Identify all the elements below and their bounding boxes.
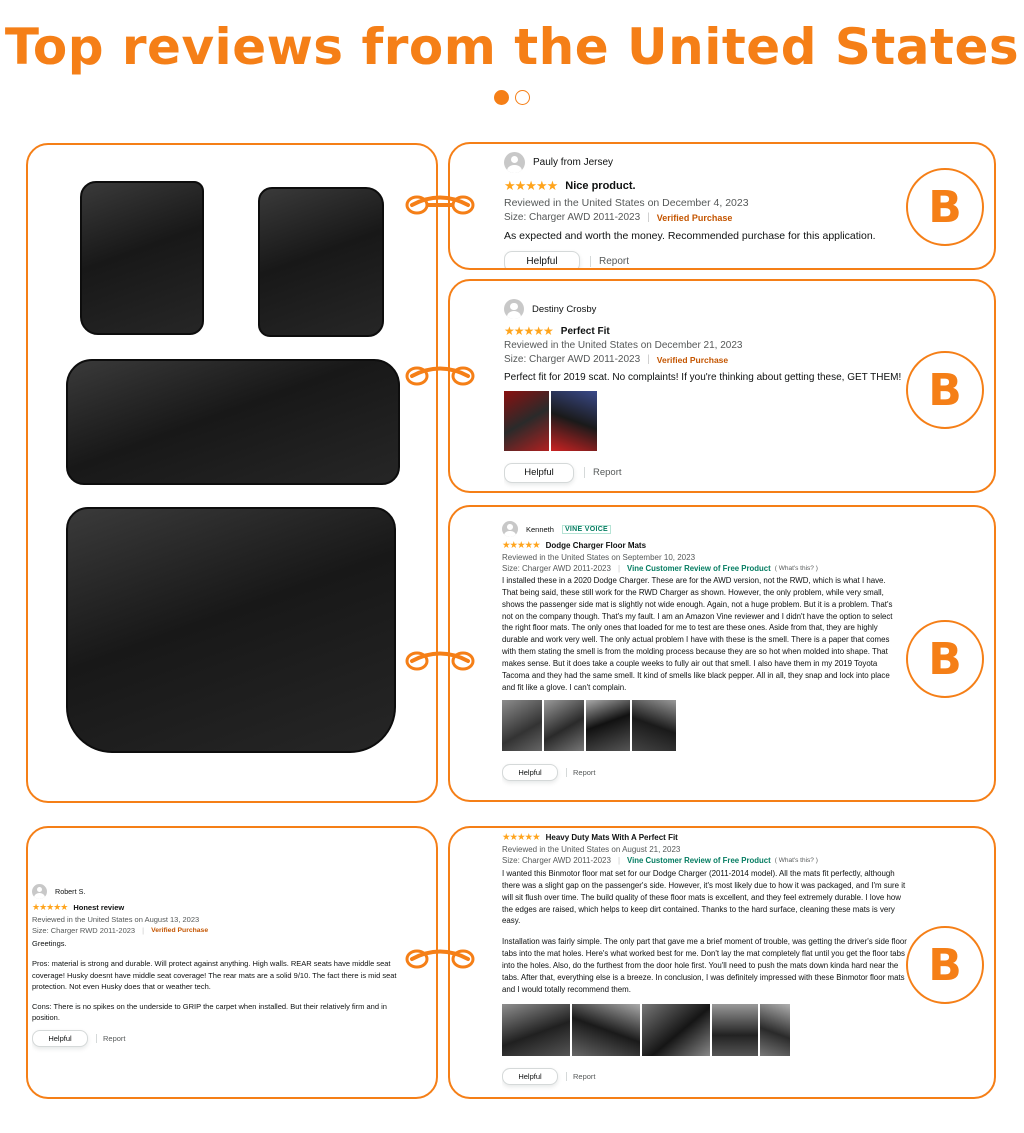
author-name: Pauly from Jersey bbox=[533, 157, 614, 168]
review-paragraph: As expected and worth the money. Recommended purchase for this application. bbox=[504, 230, 876, 242]
divider: | bbox=[617, 856, 621, 865]
review-title[interactable]: Honest review bbox=[73, 903, 125, 912]
whats-this-link[interactable]: ( What's this? ) bbox=[774, 565, 818, 572]
star-rating: ★★★★★ bbox=[504, 324, 553, 338]
link-connector-icon bbox=[404, 648, 476, 674]
verified-purchase-badge: Verified Purchase bbox=[656, 354, 729, 365]
carousel-dot-2[interactable] bbox=[515, 90, 530, 105]
helpful-button[interactable]: Helpful bbox=[504, 251, 580, 268]
review-paragraph: Pros: material is strong and durable. Will protect against anything. High walls. REAR seats have middle seat coverage! Husky doesnt have middle seat coverage! The rear mats are a solid 9/10. The fact there is mid seat protection. Not even Husky does that or weather tech. bbox=[32, 959, 397, 991]
review-photo[interactable] bbox=[504, 391, 549, 451]
review-size[interactable]: Size: Charger AWD 2011-2023 bbox=[504, 212, 641, 223]
review-paragraph: Cons: There is no spikes on the underside to GRIP the carpet when installed. But their relatively firm and in position. bbox=[32, 1002, 387, 1023]
avatar-icon bbox=[502, 521, 518, 537]
link-connector-icon bbox=[404, 946, 476, 972]
divider: | bbox=[647, 354, 650, 365]
whats-this-link[interactable]: ( What's this? ) bbox=[774, 857, 818, 864]
review-author bbox=[504, 152, 904, 173]
review-author bbox=[504, 299, 924, 319]
brand-b-logo: B bbox=[906, 351, 984, 429]
review-photo[interactable] bbox=[502, 1004, 570, 1056]
helpful-button[interactable]: Helpful bbox=[502, 764, 558, 781]
review-paragraph: I wanted this Binmotor floor mat set for our Dodge Charger (2011-2014 model). All the mats fit perfectly, although there was a slight gap on the passenger's side. However, it's most likely due to how it was packaged, and I'm sure it will sit flush over time. The build quality of these floor mats is excellent, and they feel extremely durable. I love how the edges are raised, which helps to keep dirt contained. Thanks to the hard surface, cleaning these mats is very easy. bbox=[502, 869, 906, 926]
brand-b-logo: B bbox=[906, 168, 984, 246]
review-size[interactable]: Size: Charger AWD 2011-2023 bbox=[502, 564, 611, 573]
review-size[interactable]: Size: Charger AWD 2011-2023 bbox=[502, 856, 611, 865]
review-photo[interactable] bbox=[642, 1004, 710, 1056]
review-body bbox=[504, 371, 924, 385]
helpful-button[interactable]: Helpful bbox=[504, 463, 574, 483]
author-name: Kenneth bbox=[526, 524, 554, 534]
review-photo[interactable] bbox=[586, 700, 630, 751]
brand-b-logo: B bbox=[906, 620, 984, 698]
review-date: Reviewed in the United States on September 10, 2023 bbox=[502, 553, 696, 562]
review-card-1 bbox=[448, 142, 996, 270]
star-rating: ★★★★★ bbox=[32, 902, 68, 912]
star-rating: ★★★★★ bbox=[502, 540, 540, 551]
page-title: Top reviews from the United States bbox=[4, 18, 1020, 76]
review-photo[interactable] bbox=[502, 700, 542, 751]
divider: | bbox=[617, 564, 621, 573]
review-paragraph: I installed these in a 2020 Dodge Charger. These are for the AWD version, not the RWD, which is what I have. That being said, these still work for the RWD Charger as shown. However, the only problem, while very small, shows the passenger side mat is slightly not wide enough. Again, not a huge problem. But it is a problem. That's not on the company though. That's my fault. I am an Amazon Vine reviewer and I didn't have the option to select the right floor mats. The only ones that loaded for me to test are these ones. Aside from that, they are highly durable and work very well. The only actual problem I have with these is the smell. There is a paper that comes with them stating the smell is from the molding process because they are so hot when molded into shape. That makes sense. But it does take a couple weeks to fully air out that smell. I also have them in my 2019 Toyota Tacoma and they had the same smell. It kind of smells like black pepper. All in all, they snap and lock into place and fit like a glove. I can't complain. bbox=[502, 576, 893, 692]
avatar-icon bbox=[32, 884, 47, 899]
vine-voice-badge: VINE VOICE bbox=[562, 525, 611, 534]
cargo-trunk-liner bbox=[66, 507, 396, 753]
review-card-4 bbox=[26, 826, 438, 1099]
review-photo[interactable] bbox=[632, 700, 676, 751]
brand-b-logo: B bbox=[906, 926, 984, 1004]
link-connector-icon bbox=[404, 363, 476, 389]
review-title[interactable]: Dodge Charger Floor Mats bbox=[545, 541, 647, 550]
verified-purchase-badge: Verified Purchase bbox=[656, 212, 733, 223]
avatar-icon bbox=[504, 152, 525, 173]
review-body bbox=[32, 938, 412, 1024]
passenger-front-mat bbox=[258, 187, 384, 337]
driver-front-mat bbox=[80, 181, 204, 335]
review-paragraph: Greetings. bbox=[32, 939, 67, 948]
vine-review-badge: Vine Customer Review of Free Product bbox=[627, 856, 771, 865]
review-author bbox=[32, 884, 412, 899]
review-body bbox=[502, 575, 902, 694]
review-paragraph: Perfect fit for 2019 scat. No complaints! If you're thinking about getting these, GET THEM! bbox=[504, 372, 902, 383]
divider: | bbox=[647, 212, 650, 223]
review-photo[interactable] bbox=[760, 1004, 790, 1056]
carousel-dot-1[interactable] bbox=[494, 90, 509, 105]
review-date: Reviewed in the United States on August 13, 2023 bbox=[32, 915, 200, 924]
carousel-dots bbox=[0, 90, 1024, 105]
divider: | bbox=[142, 926, 145, 935]
review-title[interactable]: Perfect Fit bbox=[560, 325, 610, 337]
review-photo[interactable] bbox=[544, 700, 584, 751]
review-author bbox=[502, 521, 902, 537]
review-photo[interactable] bbox=[572, 1004, 640, 1056]
review-images bbox=[502, 700, 902, 751]
author-name: Destiny Crosby bbox=[532, 303, 597, 315]
review-images bbox=[504, 391, 924, 451]
review-date: Reviewed in the United States on August 21, 2023 bbox=[502, 845, 681, 854]
avatar-icon bbox=[504, 299, 524, 319]
review-card-5 bbox=[448, 826, 996, 1099]
review-paragraph: Installation was fairly simple. The only part that gave me a brief moment of trouble, was getting the driver's side floor tabs into the mat holes. Here's what worked best for me. Don't lay the mat completely flat until you get the floor tabs into the holes. Also, do the furthest from the door hole first. You'll need to push the mats down kinda hard near the tabs. After that, everything else is a breeze. In conclusion, I was definitely impressed with these Binmotor floor mats and I would totally recommend them. bbox=[502, 937, 907, 994]
review-size[interactable]: Size: Charger AWD 2011-2023 bbox=[504, 354, 641, 365]
report-link[interactable]: Report bbox=[566, 1072, 596, 1081]
review-body bbox=[502, 868, 914, 996]
rear-row-mat bbox=[66, 359, 400, 485]
product-image-panel bbox=[26, 143, 438, 803]
review-body bbox=[504, 229, 904, 243]
vine-review-badge: Vine Customer Review of Free Product bbox=[627, 564, 771, 573]
star-rating: ★★★★★ bbox=[502, 832, 540, 843]
review-images bbox=[502, 1004, 914, 1056]
star-rating: ★★★★★ bbox=[504, 178, 558, 193]
review-title[interactable]: Heavy Duty Mats With A Perfect Fit bbox=[545, 833, 678, 842]
review-photo[interactable] bbox=[712, 1004, 758, 1056]
report-link[interactable]: Report bbox=[96, 1034, 126, 1043]
review-date: Reviewed in the United States on December 4, 2023 bbox=[504, 197, 749, 209]
link-connector-icon bbox=[404, 192, 476, 218]
author-name: Robert S. bbox=[55, 887, 86, 896]
review-photo[interactable] bbox=[551, 391, 597, 451]
review-card-2 bbox=[448, 279, 996, 493]
review-card-3 bbox=[448, 505, 996, 802]
report-link[interactable]: Report bbox=[584, 467, 622, 478]
report-link[interactable]: Report bbox=[566, 768, 596, 777]
helpful-button[interactable]: Helpful bbox=[32, 1030, 88, 1047]
review-size[interactable]: Size: Charger RWD 2011-2023 bbox=[32, 926, 136, 935]
review-title[interactable]: Nice product. bbox=[565, 180, 636, 192]
helpful-button[interactable]: Helpful bbox=[502, 1068, 558, 1085]
report-link[interactable]: Report bbox=[590, 256, 629, 267]
verified-purchase-badge: Verified Purchase bbox=[151, 927, 209, 934]
review-date: Reviewed in the United States on December 21, 2023 bbox=[504, 340, 743, 351]
